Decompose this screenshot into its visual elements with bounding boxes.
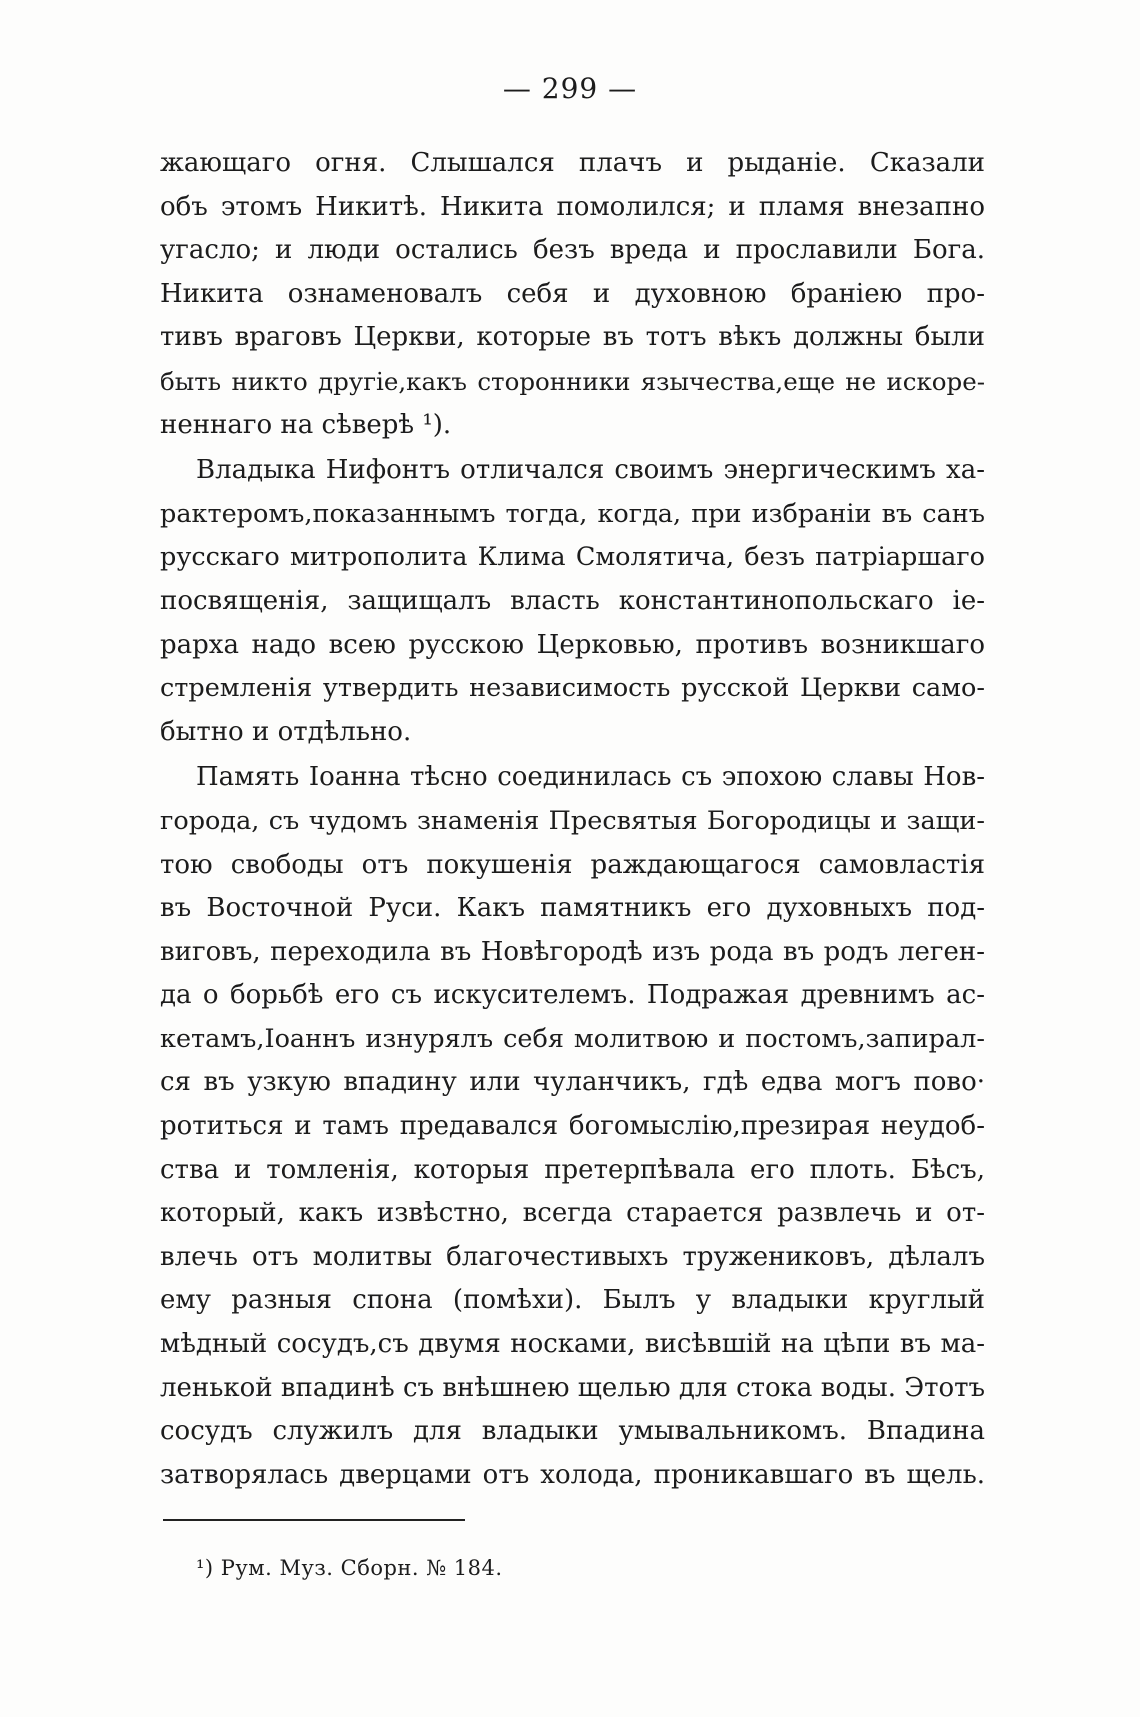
text-line: Никита ознаменовалъ себя и духовною бранiею про- — [160, 278, 985, 309]
text-line: ленькой впадинѣ съ внѣшнею щелью для стока воды. Этотъ — [160, 1372, 985, 1403]
text-line: затворялась дверцами отъ холода, проникавшаго въ щель. — [160, 1459, 985, 1490]
text-line: виговъ, переходила въ Новѣгородѣ изъ рода въ родъ леген- — [160, 936, 985, 967]
text-line: кетамъ,Іоаннъ изнурялъ себя молитвою и постомъ,запирал- — [160, 1023, 985, 1054]
text-line: который, какъ извѣстно, всегда старается развлечь и от- — [160, 1198, 985, 1229]
text-line: города, съ чудомъ знаменія Пресвятыя Богородицы и защи- — [160, 805, 985, 836]
text-line: тою свободы отъ покушенія раждающагося самовластія — [160, 849, 985, 880]
text-line: въ Восточной Руси. Какъ памятникъ его духовныхъ под- — [160, 893, 985, 924]
page-number: — 299 — — [502, 72, 638, 105]
text-line: тивъ враговъ Церкви, которые въ тотъ вѣкъ должны были — [160, 322, 985, 353]
text-line: рарха надо всею русскою Церковью, противъ возникшаго — [160, 629, 985, 660]
text-line: рактеромъ,показаннымъ тогда, когда, при избраніи въ санъ — [160, 498, 985, 529]
text-line: бытно и отдѣльно. — [160, 716, 412, 747]
text-line: Владыка Нифонтъ отличался своимъ энергическимъ ха- — [196, 455, 985, 486]
text-line: да о борьбѣ его съ искусителемъ. Подражая древнимъ ас- — [160, 980, 985, 1011]
text-line: Память Іоанна тѣсно соединилась съ эпохою славы Нов- — [196, 762, 985, 793]
text-line: жающаго огня. Слышался плачъ и рыданіе. Сказали — [160, 148, 985, 178]
footnote-divider — [163, 1519, 465, 1521]
body-text — [160, 142, 985, 1497]
text-line: русскаго митрополита Клима Смолятича, безъ патріаршаго — [160, 542, 985, 573]
text-line: сосудъ служилъ для владыки умывальникомъ. Впадина — [160, 1416, 985, 1447]
text-line: влечь отъ молитвы благочестивыхъ тружениковъ, дѣлалъ — [160, 1241, 985, 1272]
text-line: быть никто другіе,какъ сторонники язычества,еще не искоре- — [160, 366, 985, 396]
text-line: неннаго на сѣверѣ ¹). — [160, 409, 452, 440]
text-line: посвященія, защищалъ власть константинопольскаго іе- — [160, 585, 985, 616]
text-line: мѣдный сосудъ,съ двумя носками, висѣвшій на цѣпи въ ма- — [160, 1329, 985, 1360]
text-line: ему разныя спона (помѣхи). Былъ у владыки круглый — [160, 1285, 985, 1316]
text-line: ства и томленія, которыя претерпѣвала его плоть. Бѣсъ, — [160, 1154, 985, 1185]
text-line: объ этомъ Никитѣ. Никита помолился; и пламя внезапно — [160, 191, 985, 222]
text-line: угасло; и люди остались безъ вреда и прославили Бога. — [160, 235, 985, 266]
text-line: ротиться и тамъ предавался богомыслію,презирая неудоб- — [160, 1111, 985, 1142]
footnote: ¹) Рум. Муз. Сборн. № 184. — [196, 1556, 503, 1580]
text-line: стремленія утвердить независимость русской Церкви само- — [160, 673, 985, 704]
text-line: ся въ узкую впадину или чуланчикъ, гдѣ едва могъ пово· — [160, 1067, 985, 1098]
